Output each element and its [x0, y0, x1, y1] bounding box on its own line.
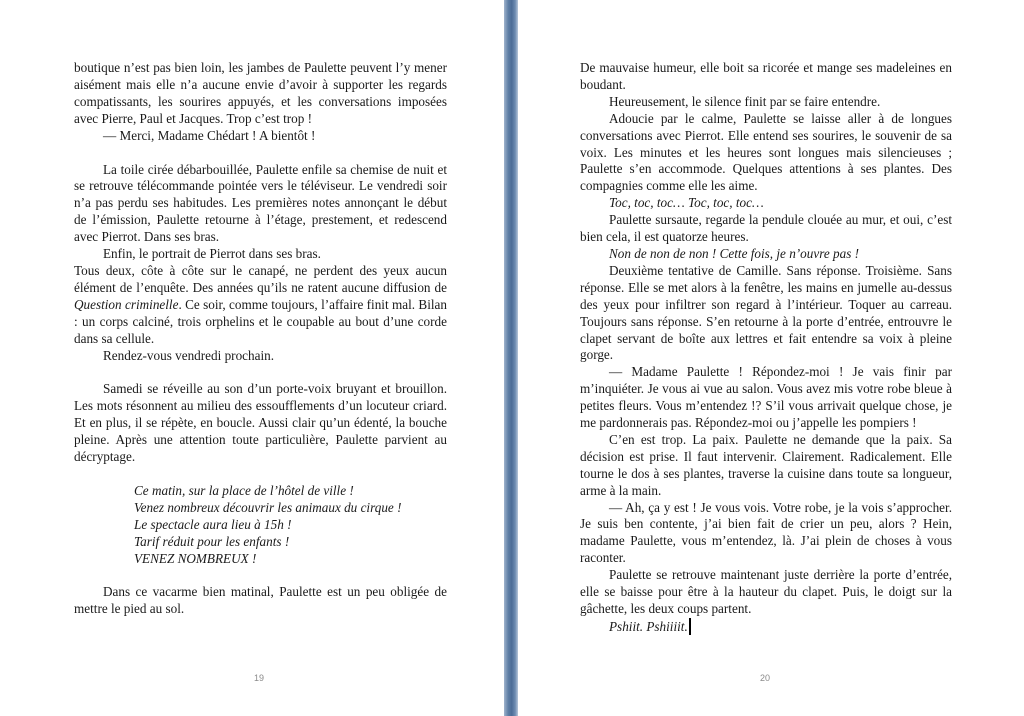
paragraph: Deuxième tentative de Camille. Sans réponse. Troisième. Sans réponse. Elle se met alors à la fenêtre, les mains en jumelle au-dessus des yeux pour infiltrer son regard à l’intérieur. Toquer au carreau. Toujours sans réponse. S’en retourne à la porte d’entrée, entrouvre le clapet servant de boîte aux lettres et fait entendre sa voix à pleine gorge.	[580, 262, 952, 363]
paragraph-gap	[74, 466, 447, 483]
right-page	[518, 0, 1024, 716]
shot-sound: Pshiit. Pshiiiit.	[609, 618, 688, 634]
text-run: Tous deux, côte à côte sur le canapé, ne perdent des yeux aucun élément de l’enquête. Des années qu’ils ne ratent aucune diffusion de	[74, 262, 447, 295]
poem-line: VENEZ NOMBREUX !	[134, 550, 257, 566]
page-gutter	[504, 0, 518, 716]
paragraph: Dans ce vacarme bien matinal, Paulette est un peu obligée de mettre le pied au sol.	[74, 584, 447, 617]
poem-line: Tarif réduit pour les enfants !	[134, 533, 290, 549]
poem-line: Ce matin, sur la place de l’hôtel de ville !	[134, 482, 354, 498]
text-run: . Ce soir, comme toujours, l’affaire finit mal. Bilan : un corps calciné, trois orphelins et le coupable au bout d’une corde dans sa cellule.	[74, 296, 447, 346]
inner-thought: Non de non de non ! Cette fois, je n’ouvre pas !	[609, 245, 860, 261]
dialogue-line: — Ah, ça y est ! Je vous vois. Votre robe, je la vois s’approcher. Je suis ben contente, j’ai bien fait de crier un peu, alors ? Hein, madame Paulette, vous m’entendez, là. J’ai plein de choses à vous raconter.	[580, 499, 952, 566]
page-number: 19	[253, 673, 264, 683]
paragraph: Adoucie par le calme, Paulette se laisse aller à de longues conversations avec Pierrot. Elle entend ses sourires, le souvenir de sa voix. Les minutes et les heures sont longues mais silencieuses ; Paulette s’en accommode. Quelques attentions à ses plantes. Des compagnies comme elle les aime.	[580, 110, 952, 194]
page-number: 20	[759, 673, 770, 683]
paragraph: C’en est trop. La paix. Paulette ne demande que la paix. Sa décision est prise. Il faut intervenir. Clairement. Radicalement. Elle tourne le dos à ses plantes, traverse la cuisine dans toute sa longueur, arme à la main.	[580, 431, 952, 498]
paragraph: Heureusement, le silence finit par se faire entendre.	[609, 93, 881, 109]
knock-line: Toc, toc, toc… Toc, toc, toc…	[609, 195, 764, 211]
paragraph: Paulette se retrouve maintenant juste derrière la porte d’entrée, elle se baisse pour être à la hauteur du clapet. Puis, le doigt sur la gâchette, les deux coups partent.	[580, 567, 952, 616]
paragraph-gap	[74, 145, 447, 162]
show-title: Question criminelle	[74, 296, 179, 312]
paragraph	[74, 263, 447, 348]
paragraph: Paulette sursaute, regarde la pendule clouée au mur, et oui, c’est bien cela, il est quatorze heures.	[580, 212, 952, 245]
poem-line: Venez nombreux découvrir les animaux du cirque !	[134, 499, 402, 515]
paragraph: Enfin, le portrait de Pierrot dans ses bras.	[103, 246, 321, 262]
poem-line: Le spectacle aura lieu à 15h !	[134, 516, 292, 532]
paragraph	[580, 618, 952, 636]
paragraph-gap	[74, 364, 447, 381]
paragraph: De mauvaise humeur, elle boit sa ricorée et mange ses madeleines en boudant.	[580, 60, 952, 92]
text-cursor	[689, 618, 691, 635]
right-page-text	[580, 60, 952, 636]
announcement-poem	[134, 483, 447, 568]
paragraph-gap	[74, 567, 447, 584]
dialogue-line: — Madame Paulette ! Répondez-moi ! Je vais finir par m’inquiéter. Je vous ai vue au salon. Vous avez mis votre robe bleue à petites fleurs. Vous m’entendez !? S’il vous arrivait quelque chose, je me pardonnerais pas. Répondez-moi ou j’appelle les pompiers !	[580, 364, 952, 431]
left-page-text	[74, 60, 447, 618]
paragraph: Rendez-vous vendredi prochain.	[103, 347, 275, 363]
left-page	[0, 0, 504, 716]
paragraph: La toile cirée débarbouillée, Paulette enfile sa chemise de nuit et se retrouve télécommande pointée vers le téléviseur. Le vendredi soir n’a pas perdu ses habitudes. Les premières notes annonçant le début de l’émission, Paulette retourne à l’étage, prestement, et redescend avec Pierrot. Dans ses bras.	[74, 161, 447, 245]
paragraph: Samedi se réveille au son d’un porte-voix bruyant et brouillon. Les mots résonnent au milieu des essoufflements d’un locuteur criard. Et en plus, il se répète, en boucle. Aussi clair qu’un édenté, la bouche pleine. Après une attention toute particulière, Paulette parvient au décryptage.	[74, 381, 447, 465]
dialogue-line: — Merci, Madame Chédart ! A bientôt !	[103, 127, 316, 143]
paragraph: boutique n’est pas bien loin, les jambes de Paulette peuvent l’y mener aisément mais elle n’a aucune envie d’avoir à supporter les regards compatissants, les sourires appuyés, et les conversations imposées avec Pierre, Paul et Jacques. Trop c’est trop !	[74, 60, 447, 126]
